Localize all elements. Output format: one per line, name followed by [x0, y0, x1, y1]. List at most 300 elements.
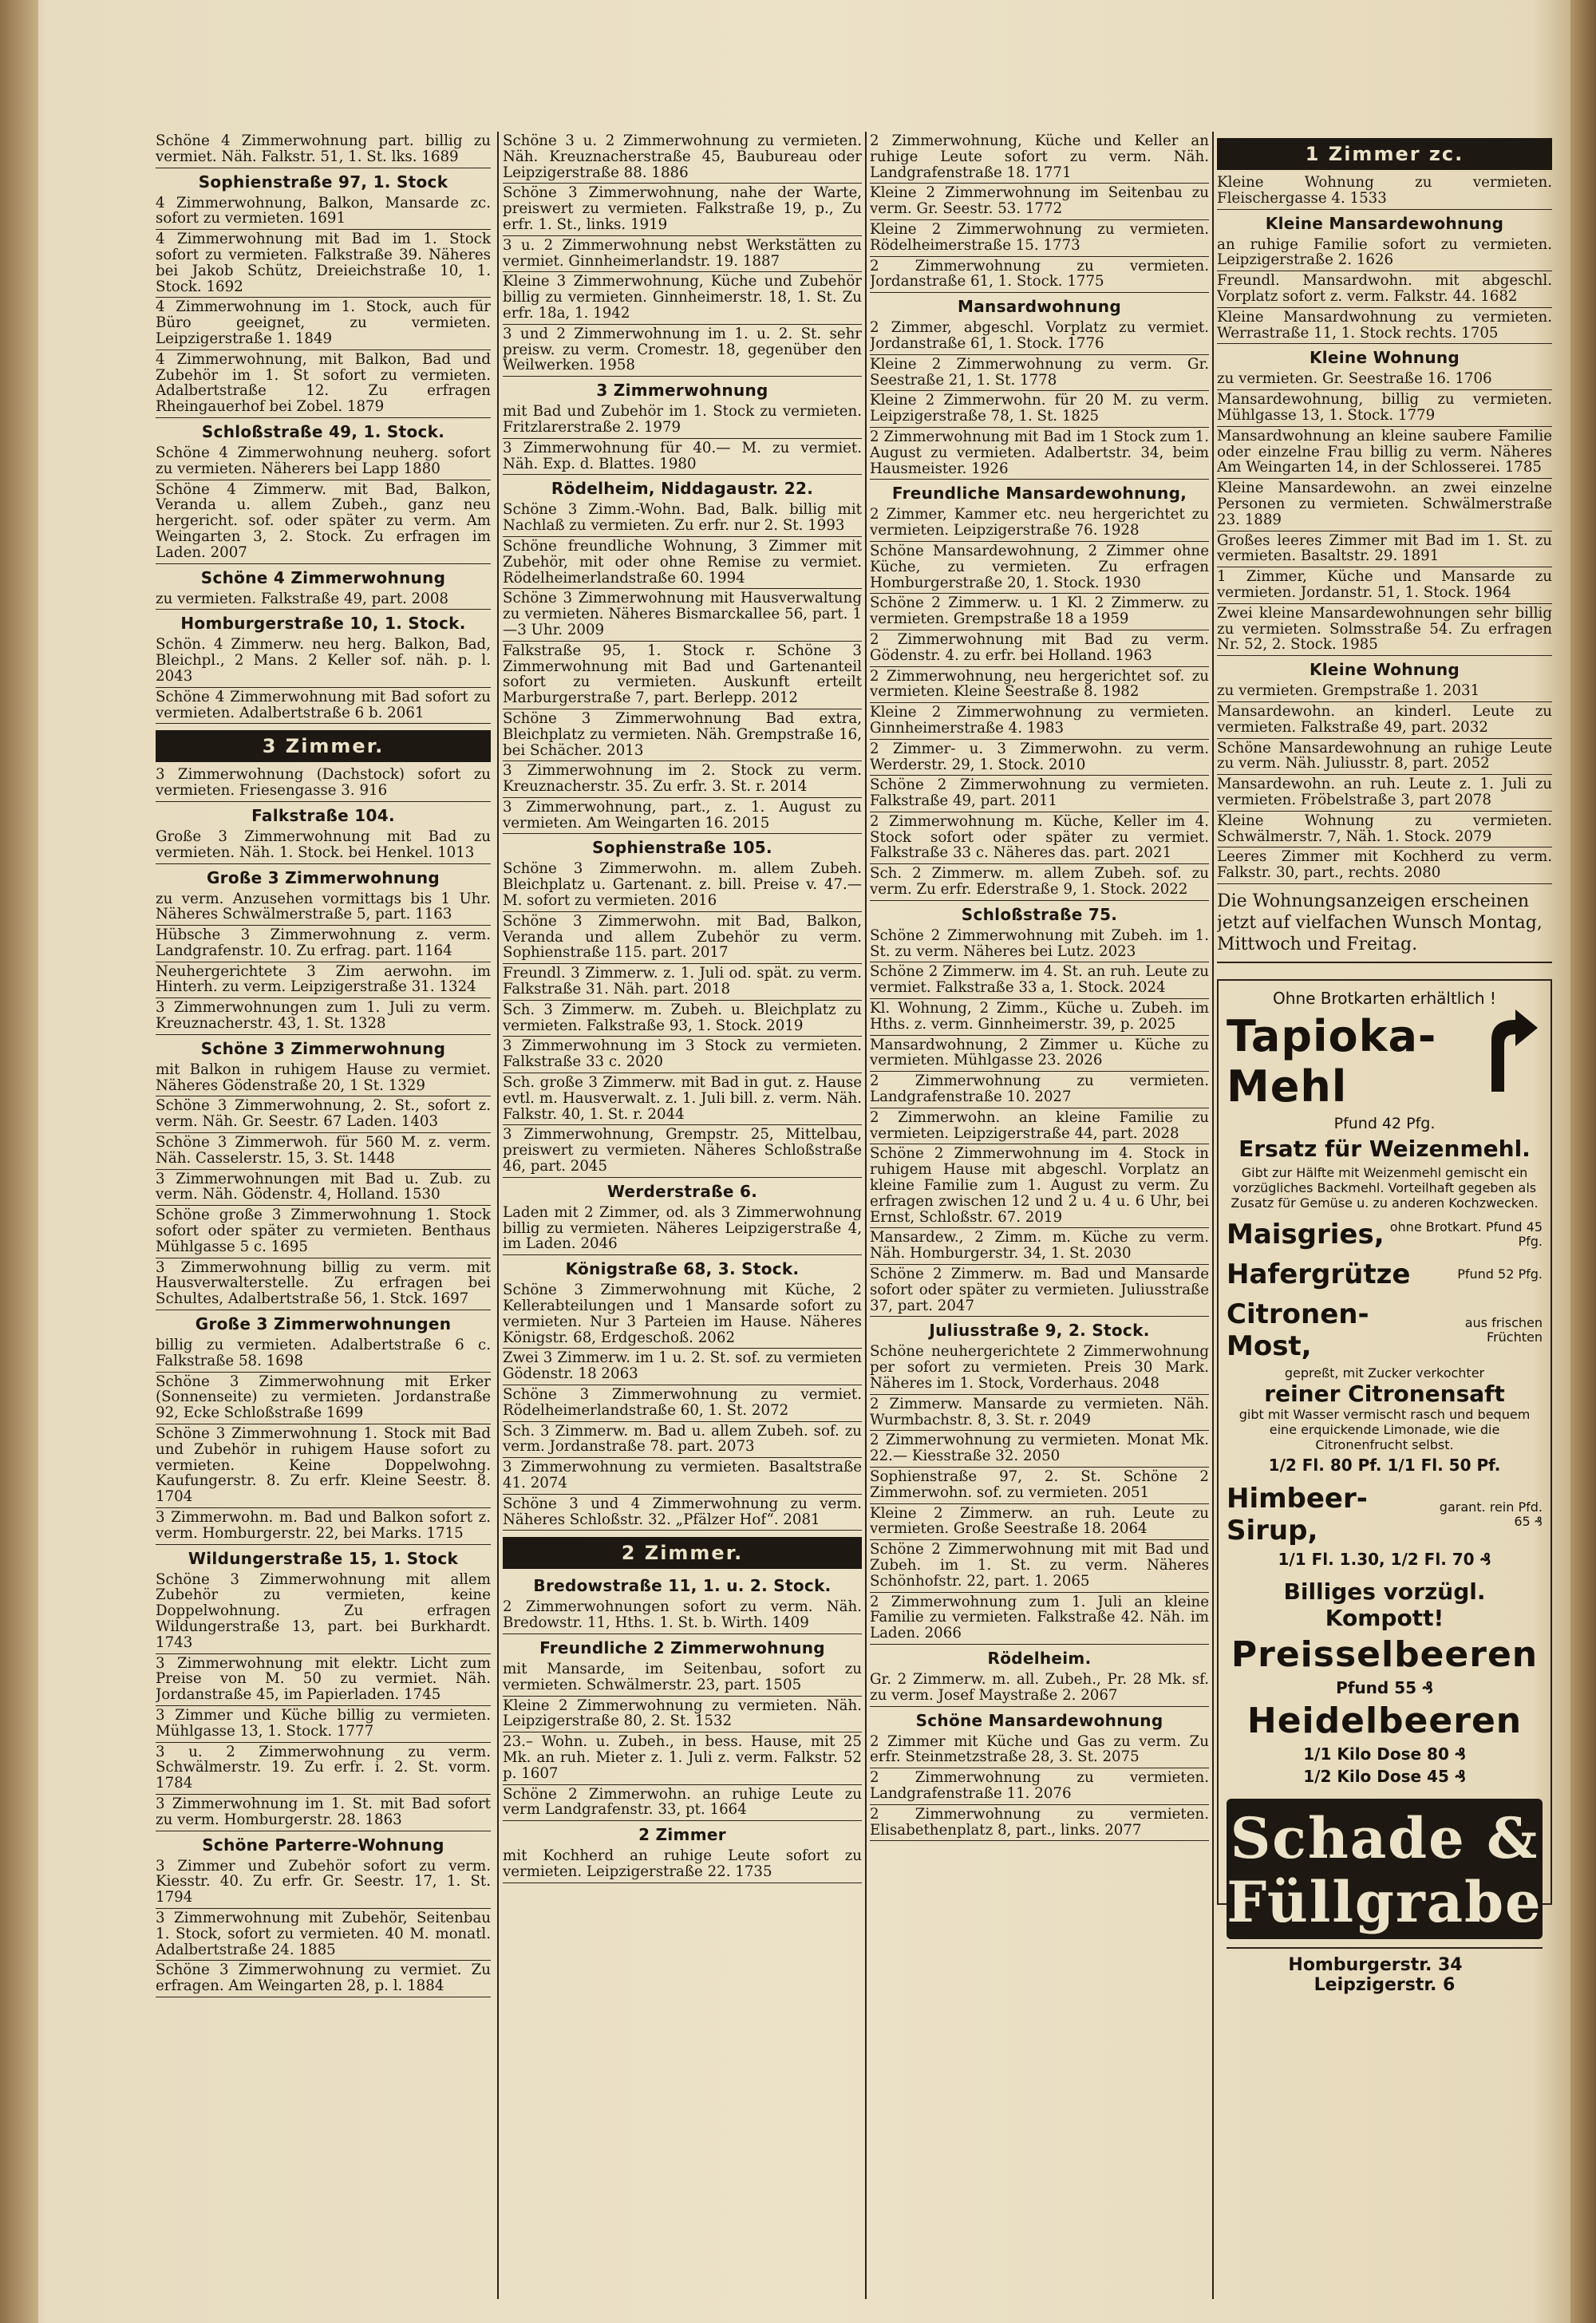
- classified-ad: [156, 1035, 491, 1097]
- ad-text: Kleine 2 Zimmerwohnung zu verm. Gr. Seestraße 21, 1. St. 1778: [870, 355, 1209, 389]
- ad-text: 3 Zimmerwohnung im 3 Stock zu vermieten. Falkstraße 33 c. 2020: [503, 1037, 862, 1071]
- ad-heading: Bredowstraße 11, 1. u. 2. Stock.: [533, 1576, 832, 1596]
- ad-text: Schöne große 3 Zimmerwohnung 1. Stock sofort oder später zu vermieten. Benthaus Mühlgasse 5 c. 1695: [156, 1207, 491, 1255]
- classified-ad: [156, 1743, 491, 1795]
- classified-ad: [503, 798, 862, 835]
- classified-ad: [870, 1504, 1209, 1541]
- classified-ad: [156, 350, 491, 418]
- classified-ad: [1217, 567, 1552, 604]
- classified-ad: [156, 802, 491, 864]
- ad-text: Schöne 2 Zimmerwohnung mit Zubeh. im 1. St. zu verm. Näheres bei Lutz. 2023: [870, 926, 1209, 960]
- classified-ad: [1217, 847, 1552, 884]
- product-name: Heidelbeeren: [1246, 1700, 1523, 1741]
- ad-text: Schöne 2 Zimmerw. m. Bad und Mansarde sofort oder später zu vermieten. Juliusstraße 37, part. 2047: [870, 1266, 1209, 1314]
- classified-ad: [1217, 173, 1552, 210]
- classified-ad: [503, 475, 862, 537]
- product-description: gepreßt, mit Zucker verkochter: [1284, 1365, 1485, 1381]
- ad-text: Schöne 2 Zimmerwohnung mit mit Bad und Zubeh. im 1. St. zu verm. Näheres Schönhofstr. 22, part. 1. 2065: [870, 1541, 1209, 1590]
- ad-text: 3 u. 2 Zimmerwohnung zu verm. Schwälmerstr. 19. Zu erfr. i. 2. St. vorm. 1784: [156, 1743, 491, 1792]
- ad-text: Schöne 2 Zimmerwohnung zu vermieten. Falkstraße 49, part. 2011: [870, 776, 1209, 810]
- ad-heading: Schöne 3 Zimmerwohnung: [200, 1038, 446, 1058]
- ad-text: 3 Zimmerwohnung, Grempstr. 25, Mittelbau, preiswert zu vermieten. Näheres Schloßstraße 46, part. 2045: [503, 1126, 862, 1175]
- ad-text: Schöne 4 Zimmerwohnung mit Bad sofort zu vermieten. Adalbertstraße 6 b. 2061: [156, 688, 491, 721]
- product-price: Pfund 52 Pfg.: [1457, 1266, 1543, 1282]
- classified-ad: [503, 439, 862, 476]
- ad-text: Sch. 3 Zimmerw. m. Bad u. allem Zubeh. sof. zu verm. Jordanstraße 78. part. 2073: [503, 1422, 862, 1456]
- ad-text: Schöne 3 Zimmerwohnung zu vermiet. Zu erfragen. Am Weingarten 28, p. l. 1884: [156, 1962, 491, 1995]
- ad-text: 2 Zimmerwohnung zu vermieten. Elisabethenplatz 8, part., links. 2077: [870, 1805, 1209, 1839]
- classified-ad: [156, 1795, 491, 1831]
- ad-text: Schöne 3 Zimm.-Wohn. Bad, Balk. billig mit Nachlaß zu vermieten. Zu erfr. nur 2. St. 1993: [503, 501, 862, 535]
- ad-text: mit Kochherd an ruhige Leute sofort zu vermieten. Leipzigerstraße 22. 1735: [503, 1847, 862, 1880]
- classified-ad: [870, 999, 1209, 1036]
- classified-ad: [503, 912, 862, 964]
- ad-text: 3 Zimmerwohnung billig zu verm. mit Hausverwalterstelle. Zu erfragen bei Schultes, Adalbertstraße 56, 1. Stck. 1697: [156, 1258, 491, 1308]
- product-price: Pfund 55 ₰: [1336, 1677, 1433, 1697]
- ad-text: 3 Zimmerwohnung im 1. St. mit Bad sofort zu verm. Homburgerstr. 28. 1863: [156, 1795, 491, 1828]
- ad-text: Leeres Zimmer mit Kochherd zu verm. Falkstr. 30, part., rechts. 2080: [1217, 848, 1552, 882]
- ad-heading: Rödelheim, Niddagaustr. 22.: [551, 479, 814, 499]
- ad-heading: Große 3 Zimmerwohnungen: [195, 1314, 452, 1334]
- classified-ad: [503, 761, 862, 798]
- ad-text: 3 Zimmerwohnungen zum 1. Juli zu verm. Kreuznacherstr. 43, 1. St. 1328: [156, 999, 491, 1033]
- ad-text: Schön. 4 Zimmerw. neu herg. Balkon, Bad, Bleichpl., 2 Mans. 2 Keller sof. näh. p. l. 2043: [156, 636, 491, 685]
- classified-ad: [870, 1707, 1209, 1769]
- product-note: aus frischen Früchten: [1464, 1314, 1543, 1345]
- ad-subheadline: Ersatz für Weizenmehl.: [1238, 1135, 1531, 1162]
- ad-text: Laden mit 2 Zimmer, od. als 3 Zimmerwohnung billig zu vermieten. Näheres Leipzigerstraße 4, im Laden. 2046: [503, 1203, 862, 1253]
- column-rule: [865, 132, 867, 2299]
- ad-text: Schöne 4 Zimmerwohnung part. billig zu vermiet. Näh. Falkstr. 51, 1. St. lks. 1689: [156, 132, 491, 165]
- ad-text: Sophienstraße 97, 2. St. Schöne 2 Zimmerwohn. sof. zu vermieten. 2051: [870, 1468, 1209, 1501]
- classified-ad: [870, 1036, 1209, 1073]
- ad-text: zu vermieten. Falkstraße 49, part. 2008: [156, 590, 448, 607]
- classified-ad: [1217, 271, 1552, 308]
- classified-ad: [156, 1831, 491, 1909]
- ad-heading: Falkstraße 104.: [251, 805, 395, 825]
- ad-text: 4 Zimmerwohnung, mit Balkon, Bad und Zubehör im 1. St sofort zu vermieten. Adalbertstraße 12. Zu erfragen Rheingauerhof bei Zobel. 1879: [156, 350, 491, 416]
- ad-heading: Freundliche 2 Zimmerwohnung: [539, 1638, 825, 1657]
- classified-ad: [870, 1431, 1209, 1468]
- classified-ad: [156, 765, 491, 802]
- classified-ad: [156, 1961, 491, 1997]
- classified-ad: [1217, 344, 1552, 390]
- ad-list: [1217, 138, 1552, 884]
- ad-text: Kleine 2 Zimmerwohnung zu vermieten. Rödelheimerstraße 15. 1773: [870, 220, 1209, 254]
- classified-ad: [156, 864, 491, 926]
- product-name: Hafergrütze: [1227, 1258, 1411, 1290]
- ad-heading: Schöne Parterre-Wohnung: [202, 1835, 444, 1855]
- ad-text: 3 u. 2 Zimmerwohnung nebst Werkstätten zu vermiet. Ginnheimerlandstr. 19. 1887: [503, 236, 862, 270]
- classified-ad: [156, 1909, 491, 1961]
- classified-ad: [870, 594, 1209, 630]
- tapioka-advertisement: [1217, 979, 1552, 1995]
- classified-ad: [503, 132, 862, 184]
- product-name: Maisgries,: [1227, 1218, 1385, 1250]
- ad-text: zu vermieten. Gr. Seestraße 16. 1706: [1217, 370, 1492, 388]
- ad-text: Schöne 2 Zimmerw. u. 1 Kl. 2 Zimmerw. zu vermieten. Grempstraße 18 a 1959: [870, 595, 1209, 628]
- address-2: Leipzigerstr. 6: [1314, 1974, 1456, 1995]
- ad-text: 3 Zimmerwohnung, part., z. 1. August zu vermieten. Am Weingarten 16. 2015: [503, 798, 862, 832]
- classified-ad: [503, 1073, 862, 1125]
- ad-text: mit Balkon in ruhigem Hause zu vermiet. Näheres Gödenstraße 20, 1 St. 1329: [156, 1061, 491, 1094]
- brand-logo: [1227, 1799, 1543, 1939]
- ad-text: Freundl. 3 Zimmerw. z. 1. Juli od. spät. zu verm. Falkstraße 31. Näh. part. 2018: [503, 965, 862, 998]
- product-price: 1/1 Kilo Dose 80 ₰: [1303, 1744, 1466, 1764]
- ad-text: Kleine Wohnung zu vermieten. Fleischergasse 4. 1533: [1217, 174, 1552, 207]
- ad-price: Pfund 42 Pfg.: [1333, 1114, 1436, 1132]
- classified-ad: [1217, 775, 1552, 812]
- ad-text: 2 Zimmerwohnung m. Küche, Keller im 4. Stock sofort oder später zu vermiet. Falkstraße 33 c. Näheres das. part. 2021: [870, 812, 1209, 862]
- ad-text: Sch. große 3 Zimmerw. mit Bad in gut. z. Hause evtl. m. Hausverwalt. z. 1. Juli bill. z. verm. Näh. Falkstr. 40, 1. St. r. 2044: [503, 1074, 862, 1123]
- ad-text: Schöne 3 Zimmerwohnung mit allem Zubehör zu vermieten, keine Doppelwohnung. Zu erfragen Wildungerstraße 13, part. bei Burkhardt. 1743: [156, 1570, 491, 1651]
- classified-ad: [503, 1125, 862, 1177]
- ad-text: mit Mansarde, im Seitenbau, sofort zu vermieten. Schwälmerstr. 23, part. 1505: [503, 1660, 862, 1693]
- ad-text: Kleine 3 Zimmerwohnung, Küche und Zubehör billig zu vermieten. Ginnheimerstr. 18, 1. St. Zu erfr. 18a, 1. 1942: [503, 273, 862, 322]
- product-note: garant. rein Pfd. 65 ₰: [1439, 1499, 1543, 1529]
- page-spine: [0, 0, 38, 2323]
- classified-ad: [870, 740, 1209, 776]
- classified-ad: [503, 1634, 862, 1697]
- ad-column-2: [503, 132, 862, 2291]
- ad-tagline: Ohne Brotkarten erhältlich !: [1273, 988, 1496, 1008]
- ad-text: Mansardwohnung, 2 Zimmer u. Küche zu vermieten. Mühlgasse 23. 2026: [870, 1036, 1209, 1069]
- ad-text: Kleine 2 Zimmerwohnung zu vermieten. Näh. Leipzigerstraße 80, 2. St. 1532: [503, 1697, 862, 1730]
- product-price: 1/2 Fl. 80 Pf. 1/1 Fl. 50 Pf.: [1268, 1455, 1501, 1475]
- ad-column-3: [870, 132, 1209, 2291]
- classified-ad: [503, 1178, 862, 1255]
- classified-ad: [870, 1108, 1209, 1145]
- ad-text: Großes leeres Zimmer mit Bad im 1. St. zu vermieten. Basaltstr. 29. 1891: [1217, 531, 1552, 565]
- classified-ad: [870, 1768, 1209, 1805]
- classified-ad: [156, 1424, 491, 1508]
- classified-ad: [156, 1706, 491, 1743]
- ad-text: 3 Zimmer und Küche billig zu vermieten. Mühlgasse 13, 1. Stock. 1777: [156, 1706, 491, 1740]
- classified-ad: [870, 220, 1209, 257]
- classified-ad: [156, 168, 491, 231]
- classified-ad: [1217, 390, 1552, 427]
- ad-text: Schöne 2 Zimmerwohnung im 4. Stock in ruhigem Hause mit abgeschl. Vorplatz an kleine Familie zum 1. August zu verm. Zu erfragen zwischen 12 und 2 u. 4 u. 6 Uhr, bei Ernst, Schloßstr. 67. 2019: [870, 1145, 1209, 1226]
- classified-ad: [870, 391, 1209, 428]
- ad-text: Gr. 2 Zimmerw. m. all. Zubeh., Pr. 28 Mk. sf. zu verm. Josef Maystraße 2. 2067: [870, 1670, 1209, 1704]
- classified-ad: [503, 272, 862, 324]
- address-1: Homburgerstr. 34: [1288, 1954, 1463, 1975]
- ad-text: 2 Zimmerwohnung zu vermieten. Landgrafenstraße 10. 2027: [870, 1073, 1209, 1106]
- ad-text: 2 Zimmerw. Mansarde zu vermieten. Näh. Wurmbachstr. 8, 3. St. r. 2049: [870, 1395, 1209, 1428]
- classified-ad: [870, 1593, 1209, 1645]
- classified-ad: [870, 480, 1209, 542]
- ad-headline: Tapioka-Mehl: [1227, 1010, 1437, 1112]
- ad-text: 2 Zimmer, Kammer etc. neu hergerichtet zu vermieten. Leipzigerstraße 76. 1928: [870, 506, 1209, 539]
- ad-heading: Werderstraße 6.: [606, 1181, 758, 1201]
- ad-column-4: [1217, 132, 1552, 2291]
- ad-heading: Freundliche Mansardewohnung,: [891, 484, 1187, 504]
- classified-ad: [1217, 427, 1552, 479]
- ad-text: an ruhige Familie sofort zu vermieten. Leipzigerstraße 2. 1626: [1217, 235, 1552, 269]
- classified-ad: [156, 564, 491, 610]
- ad-text: Schöne freundliche Wohnung, 3 Zimmer mit Zubehör, mit oder ohne Remise zu vermiet. Rödelheimerlandstraße 60. 1994: [503, 537, 862, 587]
- classified-ad: [156, 1545, 491, 1654]
- classified-ad: [870, 1144, 1209, 1228]
- ad-text: 2 Zimmerwohnung zu vermieten. Jordanstraße 61, 1. Stock. 1775: [870, 257, 1209, 290]
- classified-ad: [1217, 531, 1552, 568]
- classified-ad: [156, 132, 491, 168]
- classified-ad: [870, 812, 1209, 864]
- classified-ad: [503, 1255, 862, 1349]
- brand-address: [1227, 1947, 1543, 1995]
- ad-text: Schöne 3 Zimmerwohnung zu vermiet. Rödelheimerlandstraße 60, 1. St. 2072: [503, 1386, 862, 1419]
- ad-text: Schöne 4 Zimmerw. mit Bad, Balkon, Veranda u. allem Zubeh., ganz neu hergericht. sof. oder später zu verm. Am Weingarten 3, 2. Stock. Zu erfragen im Laden. 2007: [156, 480, 491, 561]
- ad-text: 3 Zimmerwohnung mit Zubehör, Seitenbau 1. Stock, sofort zu vermieten. 40 M. monatl. Adalbertstraße 24. 1885: [156, 1909, 491, 1958]
- classified-ad: [870, 630, 1209, 667]
- ad-text: 4 Zimmerwohnung im 1. Stock, auch für Büro geeignet, zu vermieten. Leipzigerstraße 1. 1849: [156, 298, 491, 347]
- ad-heading: Sophienstraße 105.: [592, 838, 772, 858]
- ad-text: Schöne Mansardewohnung an ruhige Leute zu verm. Näh. Juliusstr. 8, part. 2052: [1217, 739, 1552, 772]
- ad-text: 3 Zimmerwohnung mit elektr. Licht zum Preise von M. 50 zu vermiet. Näh. Jordanstraße 45, im Papierladen. 1745: [156, 1654, 491, 1704]
- ad-text: Schöne neuhergerichtete 2 Zimmerwohnung per sofort zu vermieten. Preis 30 Mark. Näheres im 1. Stock, Vorderhaus. 2048: [870, 1343, 1209, 1392]
- brand-name: Schade &: [1230, 1804, 1539, 1871]
- product-name: Preisselbeeren: [1231, 1634, 1539, 1675]
- ad-text: Zwei kleine Mansardewohnungen sehr billig zu vermieten. Solmsstraße 54. Zu erfragen Nr. 52, 2. Stock. 1985: [1217, 604, 1552, 654]
- ad-text: 3 Zimmerwohn. m. Bad und Balkon sofort z. verm. Homburgerstr. 22, bei Marks. 1715: [156, 1509, 491, 1542]
- classified-ad: [156, 1258, 491, 1310]
- ad-heading: Schloßstraße 49, 1. Stock.: [201, 421, 445, 441]
- ad-text: Kleine 2 Zimmerw. an ruh. Leute zu vermieten. Große Seestraße 18. 2064: [870, 1504, 1209, 1538]
- ad-text: 3 Zimmerwohnung (Dachstock) sofort zu vermieten. Friesengasse 3. 916: [156, 766, 491, 800]
- ad-text: 2 Zimmerwohnung mit Bad zu verm. Gödenstr. 4. zu erfr. bei Holland. 1963: [870, 630, 1209, 664]
- classified-ad: [870, 1072, 1209, 1108]
- classified-ad: [156, 1654, 491, 1706]
- ad-heading: Mansardwohnung: [958, 297, 1121, 317]
- ad-text: Schöne 3 Zimmerwohnung mit Küche, 2 Kellerabteilungen und 1 Mansarde sofort zu vermieten. Nur 3 Parteien im Hause. Näheres Königstr. 68, Erdgeschoß. 2062: [503, 1282, 862, 1346]
- classified-ad: [503, 236, 862, 273]
- column-rule: [1212, 132, 1214, 2299]
- classified-ad: [870, 184, 1209, 220]
- classified-ad: [870, 1468, 1209, 1504]
- ad-text: Falkstraße 95, 1. Stock r. Schöne 3 Zimmerwohnung mit Bad und Gartenanteil sofort zu vermieten. Auskunft erteilt Marburgerstraße 7, part. Berlepp. 2012: [503, 642, 862, 707]
- ad-text: Schöne 3 und 4 Zimmerwohnung zu verm. Näheres Schloßstr. 32. „Pfälzer Hof“. 2081: [503, 1495, 862, 1528]
- arrow-icon: [1483, 1008, 1539, 1096]
- classified-ad: [870, 355, 1209, 392]
- classified-ad: [156, 1373, 491, 1424]
- ad-text: Mansardew., 2 Zimm. m. Küche zu verm. Näh. Homburgerstr. 34, 1. St. 2030: [870, 1229, 1209, 1262]
- ad-text: Neuhergerichtete 3 Zim aerwohn. im Hinterh. zu verm. Leipzigerstraße 31. 1324: [156, 962, 491, 996]
- ad-text: billig zu vermieten. Adalbertstraße 6 c. Falkstraße 58. 1698: [156, 1337, 491, 1369]
- classified-ad: [503, 1037, 862, 1073]
- classified-ad: [156, 610, 491, 687]
- ad-text: Schöne Mansardewohnung, 2 Zimmer ohne Küche, zu vermieten. Zu erfragen Homburgerstraße 20, 1. Stock. 1930: [870, 542, 1209, 591]
- brand-name: Füllgrabe: [1227, 1868, 1543, 1935]
- ad-text: 3 Zimmer und Zubehör sofort zu verm. Kiesstr. 40. Zu erfr. Gr. Seestr. 17, 1. St. 1794: [156, 1857, 491, 1906]
- ad-text: 2 Zimmerwohnung, Küche und Keller an ruhige Leute sofort zu verm. Näh. Landgrafenstraße 18. 1771: [870, 132, 1209, 181]
- ad-heading: Rödelheim.: [987, 1648, 1092, 1668]
- product-name: Citronen-Most,: [1227, 1298, 1369, 1362]
- classified-ad: [870, 901, 1209, 963]
- product-headline: Billiges vorzügl. Kompott!: [1283, 1578, 1486, 1631]
- classified-ad: [503, 1697, 862, 1733]
- classified-ad: [870, 1645, 1209, 1707]
- notice-text: Die Wohnungsanzeigen erscheinen jetzt auf vielfachen Wunsch Montag, Mittwoch und Freitag.: [1217, 884, 1552, 963]
- classified-ad: [156, 962, 491, 999]
- section-heading: 1 Zimmer zc.: [1217, 138, 1552, 170]
- ad-text: Mansardewohn. an ruh. Leute z. 1. Juli zu vermieten. Fröbelstraße 3, part 2078: [1217, 776, 1552, 808]
- section-heading: 2 Zimmer.: [503, 1537, 862, 1569]
- ad-text: Schöne 4 Zimmerwohnung neuherg. sofort zu vermieten. Näherers bei Lapp 1880: [156, 444, 491, 477]
- classified-ad: [870, 703, 1209, 740]
- classified-ad: [503, 709, 862, 761]
- classified-ad: [1217, 479, 1552, 531]
- classified-ad: [870, 132, 1209, 184]
- classified-ad: [503, 1422, 862, 1459]
- ad-text: 2 Zimmerwohnungen sofort zu verm. Näh. Bredowstr. 11, Hths. 1. St. b. Wirth. 1409: [503, 1598, 862, 1632]
- classified-ad: [870, 1228, 1209, 1265]
- classified-ad: [870, 667, 1209, 704]
- classified-ad: [156, 418, 491, 480]
- classified-ad: [1217, 739, 1552, 776]
- classified-ad: [156, 688, 491, 725]
- classified-ad: [503, 325, 862, 377]
- ad-heading: Kleine Wohnung: [1309, 348, 1460, 368]
- ad-text: Schöne 3 Zimmerwohnung 1. Stock mit Bad und Zubehör in ruhigem Hause sofort zu vermieten. Keine Doppelwohng. Kaufungerstr. 8. Zu erfr. Kleine Seestr. 8. 1704: [156, 1425, 491, 1506]
- ad-text: Freundl. Mansardwohn. mit abgeschl. Vorplatz sofort z. verm. Falkstr. 44. 1682: [1217, 272, 1552, 305]
- classified-ad: [503, 537, 862, 589]
- ad-text: Große 3 Zimmerwohnung mit Bad zu vermieten. Näh. 1. Stock. bei Henkel. 1013: [156, 828, 491, 861]
- classified-ad: [503, 642, 862, 709]
- ad-text: Mansardewohn. an kinderl. Leute zu vermieten. Falkstraße 49, part. 2032: [1217, 702, 1552, 736]
- ad-text: Zwei 3 Zimmerw. im 1 u. 2. St. sof. zu vermieten Gödenstr. 18 2063: [503, 1349, 862, 1383]
- classified-ad: [503, 1385, 862, 1422]
- ad-text: Schöne 3 Zimmerwohnung mit Erker (Sonnenseite) zu vermieten. Jordanstraße 92, Ecke Schloßstraße 1699: [156, 1373, 491, 1422]
- ad-text: 2 Zimmerwohnung zu vermieten. Monat Mk. 22.— Kiesstraße 32. 2050: [870, 1432, 1209, 1465]
- ad-text: Mansardwohnung an kleine saubere Familie oder einzelne Frau billig zu verm. Näheres Am Weingarten 14, in der Schlosserei. 1785: [1217, 427, 1552, 476]
- product-price: ohne Brotkart. Pfund 45 Pfg.: [1389, 1219, 1543, 1249]
- classified-ad: [503, 1572, 862, 1634]
- ad-text: Sch. 2 Zimmerw. m. allem Zubeh. sof. zu verm. Zu erfr. Ederstraße 9, 1. Stock. 2022: [870, 865, 1209, 899]
- ad-text: Kl. Wohnung, 2 Zimm., Küche u. Zubeh. im Hths. z. verm. Ginnheimerstr. 39, p. 2025: [870, 1000, 1209, 1033]
- ad-heading: Kleine Wohnung: [1309, 660, 1460, 680]
- classified-ad: [870, 542, 1209, 594]
- ad-text: Schöne 2 Zimmerw. im 4. St. an ruh. Leute zu vermiet. Falkstraße 33 a, 1. Stock. 2024: [870, 963, 1209, 997]
- ad-text: Schöne 3 Zimmerwohnung mit Hausverwaltung zu vermieten. Näheres Bismarckallee 56, part. 1—3 Uhr. 2009: [503, 590, 862, 638]
- ad-text: Mansardewohnung, billig zu vermieten. Mühlgasse 13, 1. Stock. 1779: [1217, 391, 1552, 424]
- ad-text: 2 Zimmerwohnung mit Bad im 1 Stock zum 1. August zu vermieten. Adalbertstr. 34, beim Hausmeister. 1926: [870, 428, 1209, 477]
- ad-text: 4 Zimmerwohnung mit Bad im 1. Stock sofort zu vermieten. Falkstraße 39. Näheres bei Jakob Schütz, Dreieichstraße 10, 1. Stock. 1692: [156, 231, 491, 295]
- classified-ad: [503, 589, 862, 641]
- ad-text: Schöne 3 Zimmerwoh. für 560 M. z. verm. Näh. Casselerstr. 15, 3. St. 1448: [156, 1134, 491, 1167]
- product-name: Himbeer-Sirup,: [1227, 1482, 1368, 1547]
- classified-ad: [503, 1349, 862, 1385]
- classified-ad: [503, 1495, 862, 1531]
- ad-text: 23.– Wohn. u. Zubeh., in bess. Hause, mit 25 Mk. an ruh. Mieter z. 1. Juli z. verm. Falkstr. 52 p. 1607: [503, 1733, 862, 1782]
- ad-text: 4 Zimmerwohnung, Balkon, Mansarde zc. sofort zu vermieten. 1691: [156, 194, 491, 227]
- ad-text: 3 Zimmerwohnung zu vermieten. Basaltstraße 41. 2074: [503, 1459, 862, 1491]
- classified-ad: [870, 1265, 1209, 1317]
- classified-ad: [870, 864, 1209, 901]
- classified-ad: [156, 1133, 491, 1170]
- classified-ad: [503, 1821, 862, 1883]
- ad-heading: Große 3 Zimmerwohnung: [206, 867, 440, 887]
- ad-heading: Juliusstraße 9, 2. Stock.: [929, 1321, 1150, 1341]
- classified-ad: [156, 998, 491, 1035]
- ad-text: Kleine Mansardwohnung zu vermieten. Werrastraße 11, 1. Stock rechts. 1705: [1217, 308, 1552, 342]
- classified-ad: [870, 1317, 1209, 1394]
- classified-ad: [156, 1170, 491, 1207]
- ad-text: zu verm. Anzusehen vormittags bis 1 Uhr. Näheres Schwälmerstraße 5, part. 1163: [156, 890, 491, 923]
- classified-ad: [503, 1732, 862, 1784]
- product-price: 1/2 Kilo Dose 45 ₰: [1303, 1766, 1466, 1786]
- ad-text: 2 Zimmerwohnung zu vermieten. Landgrafenstraße 11. 2076: [870, 1769, 1209, 1802]
- classified-ad: [870, 776, 1209, 812]
- classified-ad: [870, 962, 1209, 999]
- ad-text: 2 Zimmerwohnung, neu hergerichtet sof. zu vermieten. Kleine Seestraße 8. 1982: [870, 667, 1209, 701]
- ad-text: Kleine 2 Zimmerwohn. für 20 M. zu verm. Leipzigerstraße 78, 1. St. 1825: [870, 392, 1209, 425]
- ad-text: Kleine Mansardewohn. an zwei einzelne Personen zu vermieten. Schwälmerstraße 23. 1889: [1217, 480, 1552, 528]
- ad-text: Sch. 3 Zimmerw. m. Zubeh. u. Bleichplatz zu vermieten. Falkstraße 93, 1. Stock. 2019: [503, 1001, 862, 1034]
- classified-ad: [503, 964, 862, 1001]
- ad-text: 2 Zimmerwohn. an kleine Familie zu vermieten. Leipzigerstraße 44, part. 2028: [870, 1108, 1209, 1142]
- ad-text: mit Bad und Zubehör im 1. Stock zu vermieten. Fritzlarerstraße 2. 1979: [503, 403, 862, 436]
- classified-ad: [156, 480, 491, 564]
- ad-text: 3 Zimmerwohnung im 2. Stock zu verm. Kreuznacherstr. 35. Zu erfr. 3. St. r. 2014: [503, 762, 862, 796]
- classified-ad: [156, 1310, 491, 1373]
- ad-heading: 3 Zimmerwohnung: [596, 381, 768, 401]
- ad-text: 2 Zimmer, abgeschl. Vorplatz zu vermiet. Jordanstraße 61, 1. Stock. 1776: [870, 319, 1209, 352]
- ad-text: 3 und 2 Zimmerwohnung im 1. u. 2. St. sehr preisw. zu verm. Cromestr. 18, gegenüber den Weilwerken. 1958: [503, 325, 862, 374]
- ad-heading: 2 Zimmer: [638, 1825, 726, 1845]
- classified-ad: [156, 230, 491, 298]
- ad-text: Schöne 3 Zimmerwohn. m. allem Zubeh. Bleichplatz u. Gartenant. z. bill. Preise v. 47.— M. sofort zu vermieten. 2016: [503, 860, 862, 910]
- ad-heading: Homburgerstraße 10, 1. Stock.: [180, 614, 466, 634]
- ad-text: Schöne 3 u. 2 Zimmerwohnung zu vermieten. Näh. Kreuznacherstraße 45, Baubureau oder Leipzigerstraße 88. 1886: [503, 132, 862, 181]
- classified-ad: [156, 1508, 491, 1545]
- classified-ad: [503, 377, 862, 439]
- ad-text: Schöne 2 Zimmerwohn. an ruhige Leute zu verm Landgrafenstr. 33, pt. 1664: [503, 1785, 862, 1819]
- ad-text: Schöne 3 Zimmerwohnung Bad extra, Bleichplatz zu vermieten. Näh. Grempstraße 16, bei Schächer. 2013: [503, 709, 862, 759]
- ad-heading: Schöne Mansardewohnung: [915, 1710, 1163, 1730]
- ad-text: 3 Zimmerwohnungen mit Bad u. Zub. zu verm. Näh. Gödenstr. 4, Holland. 1530: [156, 1170, 491, 1203]
- product-price: 1/1 Fl. 1.30, 1/2 Fl. 70 ₰: [1278, 1549, 1491, 1569]
- ad-text: 2 Zimmerwohnung zum 1. Juli an kleine Familie zu vermieten. Falkstraße 42. Näh. im Laden. 2066: [870, 1593, 1209, 1642]
- ad-text: Schöne 3 Zimmerwohnung, 2. St., sofort z. verm. Näh. Gr. Seestr. 67 Laden. 1403: [156, 1097, 491, 1131]
- ad-heading: Schöne 4 Zimmerwohnung: [200, 567, 446, 587]
- classified-ad: [1217, 604, 1552, 656]
- classified-ad: [870, 428, 1209, 480]
- classified-ad: [870, 1395, 1209, 1432]
- classified-ad: [1217, 656, 1552, 702]
- classified-ad: [870, 1805, 1209, 1842]
- classified-ad: [503, 1458, 862, 1495]
- ad-column-1: [156, 132, 491, 2291]
- classified-ad: [156, 1096, 491, 1133]
- ad-heading: Königstraße 68, 3. Stock.: [565, 1259, 800, 1279]
- ad-text: zu vermieten. Grempstraße 1. 2031: [1217, 682, 1480, 700]
- classified-ad: [503, 1001, 862, 1037]
- classified-ad: [870, 257, 1209, 294]
- ad-text: Kleine Wohnung zu vermieten. Schwälmerstr. 7, Näh. 1. Stock. 2079: [1217, 812, 1552, 845]
- ad-text: 2 Zimmer- u. 3 Zimmerwohn. zu verm. Werderstr. 29, 1. Stock. 2010: [870, 740, 1209, 773]
- ad-description: Gibt zur Hälfte mit Weizenmehl gemischt ein vorzügliches Backmehl. Vorteilhaft gegeben als Zusatz für Gemüse u. zu anderen Kochzwecken.: [1231, 1164, 1539, 1211]
- classified-ad: [156, 298, 491, 350]
- ad-heading: Wildungerstraße 15, 1. Stock: [188, 1548, 459, 1568]
- classified-ad: [156, 1206, 491, 1258]
- classified-ad: [870, 1540, 1209, 1592]
- classified-ad: [1217, 702, 1552, 739]
- ad-heading: Schloßstraße 75.: [961, 904, 1118, 924]
- classified-ad: [503, 1785, 862, 1822]
- classified-ad: [503, 184, 862, 235]
- ad-heading: Kleine Mansardewohnung: [1265, 213, 1504, 233]
- classified-ad: [503, 834, 862, 911]
